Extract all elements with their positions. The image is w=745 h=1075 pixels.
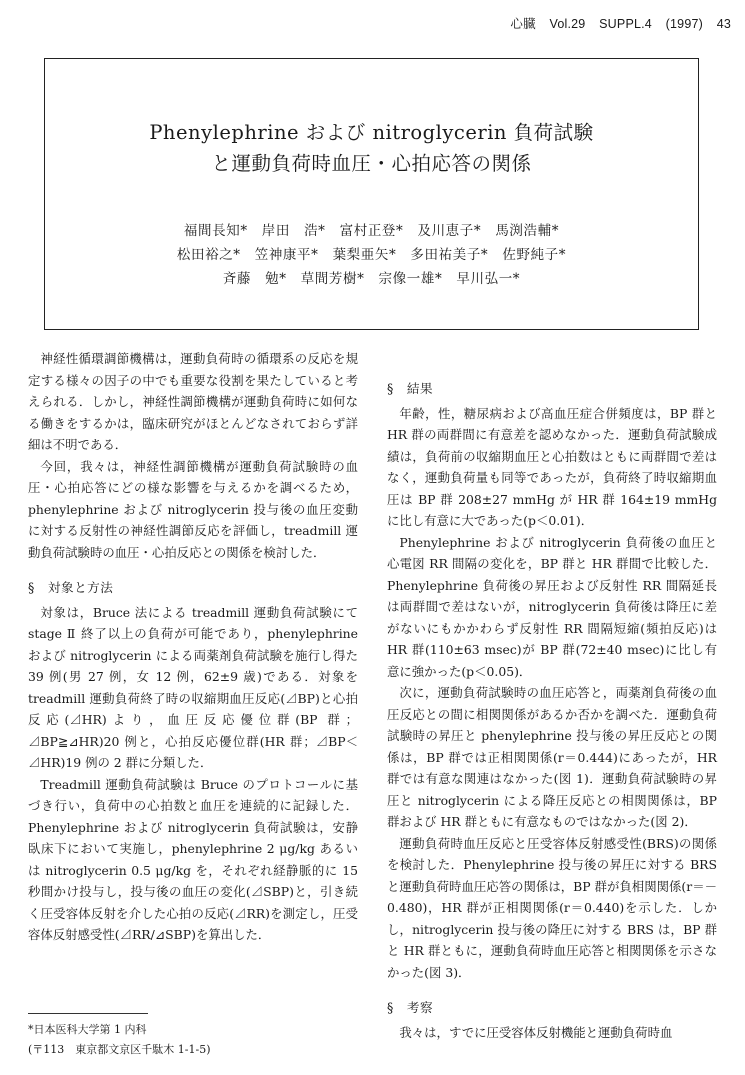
methods-paragraph-2: Treadmill 運動負荷試験は Bruce のプロトコールに基づき行い，負荷中の心拍数と血圧を連続的に記録した．Phenylephrine および nitroglycerin 負荷試験は，安静臥床下において実施し，phenylephrine 2 μg/kg あるいは nitroglycerin 0.5 μg/kg を，それぞれ経静脈的に 15 秒間かけ投与し，投与後の血圧の変化(⊿SBP)と，引き続く圧受容体反射を介した心拍の反応(⊿RR)を測定し，圧受容体反射感受性(⊿RR/⊿SBP)を算出した．	[28, 776, 358, 942]
author-line-1: 福間長知* 岸田 浩* 富村正登* 及川恵子* 馬渕浩輔*	[183, 223, 560, 239]
running-head	[500, 14, 731, 32]
results-paragraph-1: 年齢，性，糖尿病および高血圧症合併頻度は，BP 群と HR 群の両群間に有意差を認めなかった．運動負荷試験成績は，負荷前の収縮期血圧と心拍数はともに両群間で差はなく，運動負荷量も同等であったが，負荷終了時収縮期血圧は BP 群 208±27 mmHg が HR 群 164±19 mmHg に比し有意に大であった(p＜0.01)．	[387, 405, 717, 528]
title-line-1: Phenylephrine および nitroglycerin 負荷試験	[149, 121, 594, 144]
page-number: 43	[716, 17, 731, 31]
methods-heading: § 対象と方法	[28, 580, 114, 595]
author-line-3: 斉藤 勉* 草間芳樹* 宗像一雄* 早川弘一*	[222, 271, 521, 287]
intro-paragraph-2: 今回，我々は，神経性調節機構が運動負荷試験時の血圧・心拍応答にどの様な影響を与えるかを調べるため，phenylephrine および nitroglycerin 投与後の血圧変動に対する反射性の神経性調節反応を評価し，treadmill 運動負荷試験時の血圧・心拍反応との関係を検討した．	[28, 458, 358, 560]
right-column	[387, 378, 717, 1043]
title-line-2: と運動負荷時血圧・心拍応答の関係	[211, 152, 532, 175]
results-paragraph-2: Phenylephrine および nitroglycerin 負荷後の血圧と心電図 RR 間隔の変化を，BP 群と HR 群間で比較した．Phenylephrine 負荷後の昇圧および反射性 RR 間隔延長は両群間で差はないが，nitroglycerin 負荷後は降圧に差がないにもかかわらず反射性 RR 間隔短縮(頻拍反応)は HR 群(110±63 msec)が BP 群(72±40 msec)に比し有意に強かった(p＜0.05)．	[387, 534, 717, 679]
author-line-2: 松田裕之* 笠神康平* 葉梨亜矢* 多田祐美子* 佐野純子*	[176, 247, 567, 263]
results-paragraph-4: 運動負荷時血圧反応と圧受容体反射感受性(BRS)の関係を検討した．Phenylephrine 投与後の昇圧に対する BRS と運動負荷時血圧応答の関係は，BP 群が負相関関係(r＝－0.480)，HR 群が正相関関係(r＝0.440)を示した．しかし，nitroglycerin 投与後の降圧に対する BRS は，BP 群と HR 群ともに，運動負荷時血圧応答と相関関係を示さなかった(図 3)．	[387, 835, 717, 980]
year: (1997)	[665, 17, 703, 31]
intro-paragraph-1: 神経性循環調節機構は，運動負荷時の循環系の反応を規定する様々の因子の中でも重要な役割を果たしていると考えられる．しかし，神経性調節機構が運動負荷時に如何なる働きをするかは，臨床研究がほとんどなされておらず詳細は不明である．	[28, 351, 358, 452]
methods-paragraph-1: 対象は，Bruce 法による treadmill 運動負荷試験にて stage Ⅱ 終了以上の負荷が可能であり，phenylephrine および nitroglycerin による両薬剤負荷試験を施行し得た 39 例(男 27 例，女 12 例，62±9 歳)である．対象を treadmill 運動負荷終了時の収縮期血圧反応(⊿BP)と心拍反応(⊿HR)より，血圧反応優位群(BP 群；⊿BP≧⊿HR)20 例と，心拍反応優位群(HR 群；⊿BP＜⊿HR)19 例の 2 群に分類した．	[28, 604, 358, 770]
discussion-paragraph-1: 我々は，すでに圧受容体反射機能と運動負荷時血	[399, 1024, 673, 1040]
author-list	[45, 219, 698, 291]
address-footnote: (〒113 東京都文京区千駄木 1-1-5)	[28, 1043, 211, 1056]
volume: Vol.29	[549, 17, 586, 31]
discussion-heading: § 考察	[387, 1000, 434, 1015]
footnote-divider	[28, 1013, 148, 1014]
results-paragraph-3: 次に，運動負荷試験時の血圧応答と，両薬剤負荷後の血圧反応との間に相関関係があるか否かを調べた．運動負荷試験時の昇圧と phenylephrine 投与後の昇圧反応との関係は，BP 群では正相関関係(r＝0.444)にあったが，HR 群では有意な関連はなかった(図 1)．運動負荷試験時の昇圧と nitroglycerin による降圧反応との相関関係は，BP 群および HR 群ともに有意なものではなかった(図 2)．	[387, 685, 717, 829]
journal-name: 心臓	[510, 17, 536, 31]
results-heading: § 結果	[387, 381, 434, 396]
title-box	[44, 58, 699, 330]
affiliation-footnote: *日本医科大学第 1 内科	[28, 1023, 147, 1036]
supplement: SUPPL.4	[599, 17, 652, 31]
left-column	[28, 348, 358, 946]
footnotes	[28, 1020, 211, 1060]
article-title	[45, 117, 698, 179]
